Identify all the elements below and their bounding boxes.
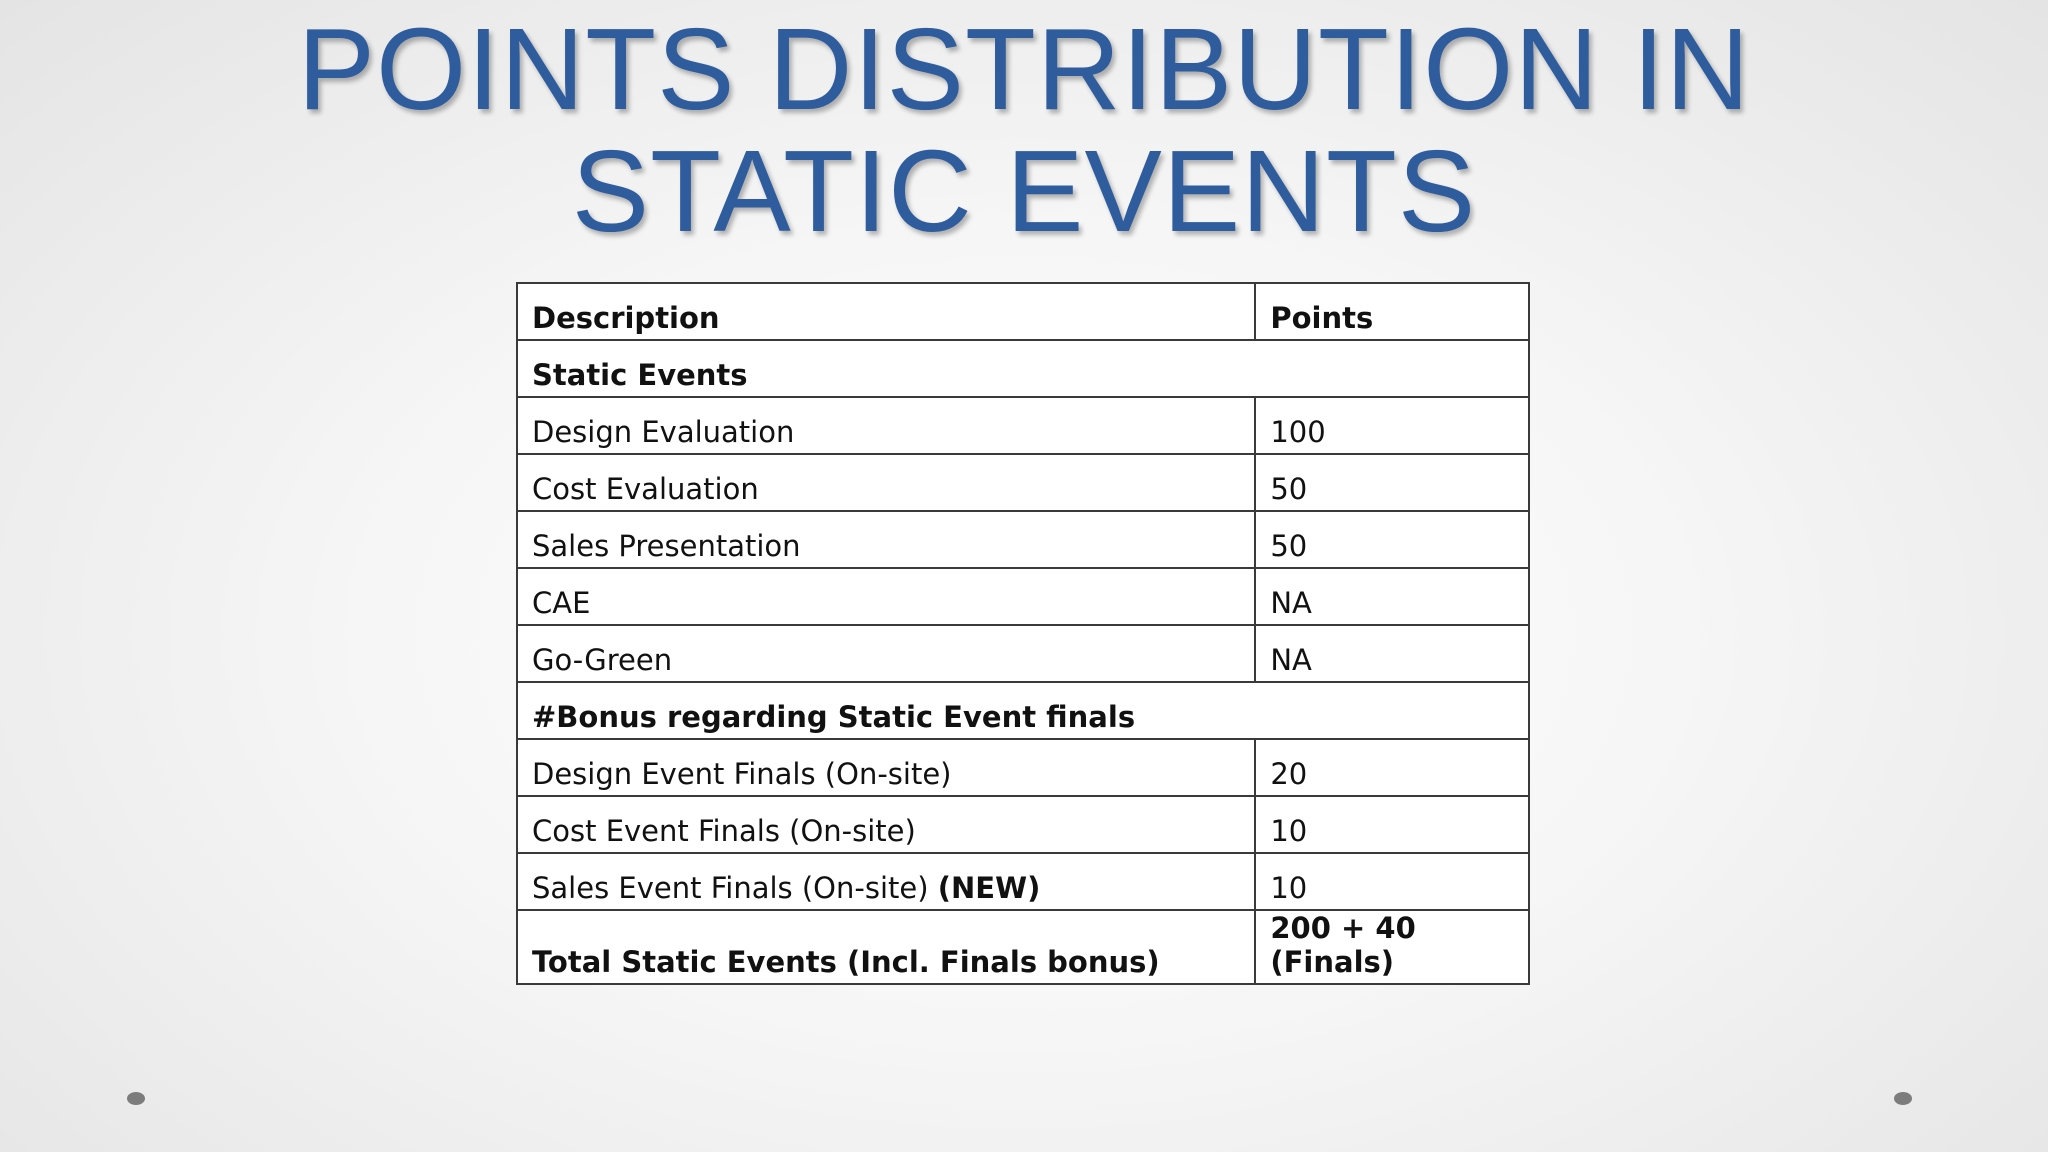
total-points: 200 + 40 (Finals) [1255, 910, 1529, 984]
row-description: CAE [517, 568, 1255, 625]
section-label-static-events: Static Events [517, 340, 1529, 397]
row-description: Go-Green [517, 625, 1255, 682]
row-description: Sales Presentation [517, 511, 1255, 568]
row-description: Design Evaluation [517, 397, 1255, 454]
row-description: Design Event Finals (On-site) [517, 739, 1255, 796]
table-row [517, 739, 1529, 796]
row-description: Sales Event Finals (On-site) [532, 871, 929, 905]
header-points: Points [1255, 283, 1529, 340]
row-points: NA [1255, 568, 1529, 625]
row-points: NA [1255, 625, 1529, 682]
table-header-row [517, 283, 1529, 340]
left-decor-dot [127, 1092, 145, 1105]
section-row-bonus [517, 682, 1529, 739]
row-points: 50 [1255, 511, 1529, 568]
table-row [517, 853, 1529, 910]
row-description: Cost Evaluation [517, 454, 1255, 511]
row-points: 50 [1255, 454, 1529, 511]
slide-title-line-1: POINTS DISTRIBUTION IN [297, 4, 1751, 134]
row-description: Cost Event Finals (On-site) [517, 796, 1255, 853]
total-row [517, 910, 1529, 984]
row-points: 10 [1255, 796, 1529, 853]
new-tag: (NEW) [937, 871, 1041, 905]
table-row [517, 568, 1529, 625]
total-description: Total Static Events (Incl. Finals bonus) [517, 910, 1255, 984]
row-description-cell [517, 853, 1255, 910]
points-table [516, 282, 1530, 985]
right-decor-dot [1894, 1092, 1912, 1105]
table-row [517, 625, 1529, 682]
header-description: Description [517, 283, 1255, 340]
table-row [517, 397, 1529, 454]
row-points: 20 [1255, 739, 1529, 796]
row-points: 100 [1255, 397, 1529, 454]
table-row [517, 511, 1529, 568]
section-label-bonus: #Bonus regarding Static Event finals [517, 682, 1529, 739]
row-points: 10 [1255, 853, 1529, 910]
slide-title [0, 4, 2048, 256]
table-row [517, 454, 1529, 511]
section-row-static-events [517, 340, 1529, 397]
slide-title-line-2: STATIC EVENTS [571, 126, 1477, 256]
table-row [517, 796, 1529, 853]
